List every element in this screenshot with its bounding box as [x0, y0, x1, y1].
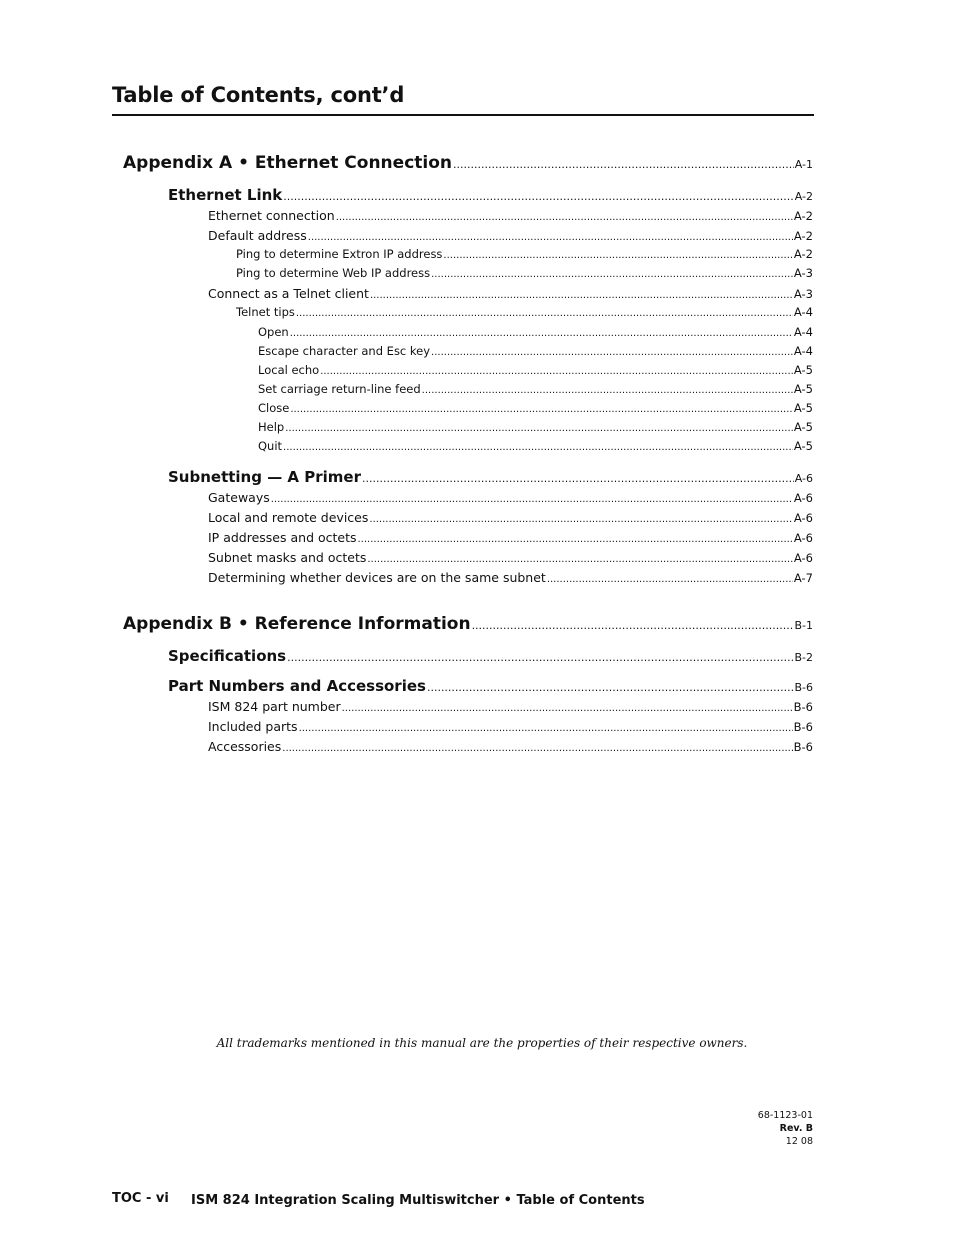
title-rule	[112, 114, 814, 116]
dot-leader	[443, 250, 792, 261]
dot-leader	[320, 366, 793, 377]
toc-entry-title: Ping to determine Web IP address	[236, 266, 431, 280]
toc-entry[interactable]	[208, 739, 813, 754]
toc-entry-page: A-4	[793, 305, 813, 319]
dot-leader	[290, 328, 793, 339]
toc-entry[interactable]	[258, 401, 813, 415]
toc-entry[interactable]	[258, 382, 813, 396]
toc-entry-page: A-6	[794, 472, 813, 485]
toc-entry-title: Ethernet Link	[168, 186, 283, 204]
dot-leader	[336, 212, 793, 223]
toc-entry-title: Close	[258, 401, 290, 415]
toc-entry-title: Specifications	[168, 647, 287, 665]
toc-entry-page: A-5	[793, 420, 813, 434]
toc-entry-page: B-6	[794, 681, 813, 694]
toc-entry[interactable]	[258, 344, 813, 358]
toc-entry-page: A-2	[794, 190, 813, 203]
toc-entry[interactable]	[208, 550, 813, 565]
dot-leader	[287, 651, 793, 664]
toc-entry-page: A-4	[793, 325, 813, 339]
toc-entry-page: A-1	[794, 158, 813, 171]
toc-entry-title: Accessories	[208, 739, 282, 754]
footer-page-number: TOC - vi	[112, 1191, 169, 1206]
toc-entry[interactable]	[258, 325, 813, 339]
dot-leader	[547, 574, 793, 585]
toc-entry-page: B-6	[793, 700, 813, 714]
toc-entry-page: A-3	[793, 266, 813, 280]
toc-entry[interactable]	[168, 677, 813, 695]
toc-entry[interactable]	[208, 510, 813, 525]
toc-entry-title: Escape character and Esc key	[258, 344, 431, 358]
toc-entry[interactable]	[208, 719, 813, 734]
dot-leader	[282, 743, 792, 754]
toc-entry-page: B-6	[793, 720, 813, 734]
dot-leader	[431, 269, 793, 280]
toc-entry-page: A-6	[793, 511, 813, 525]
document-info	[758, 1109, 813, 1148]
dot-leader	[369, 514, 793, 525]
toc-entry[interactable]	[168, 186, 813, 204]
toc-entry-page: A-2	[793, 229, 813, 243]
toc-entry[interactable]	[236, 266, 813, 280]
toc-entry[interactable]	[236, 247, 813, 261]
dot-leader	[283, 442, 793, 453]
footer-document-title: ISM 824 Integration Scaling Multiswitcher • Table of Contents	[191, 1193, 645, 1208]
toc-entry-page: A-5	[793, 363, 813, 377]
toc-entry[interactable]	[258, 363, 813, 377]
dot-leader	[453, 158, 794, 171]
toc-entry[interactable]	[236, 305, 813, 319]
toc-entry-page: A-5	[793, 401, 813, 415]
toc-entry-title: Part Numbers and Accessories	[168, 677, 426, 695]
toc-entry-title: ISM 824 part number	[208, 699, 341, 714]
toc-entry[interactable]	[168, 647, 813, 665]
toc-entry-page: A-7	[793, 571, 813, 585]
toc-entry-title: Local and remote devices	[208, 510, 369, 525]
toc-entry[interactable]	[258, 420, 813, 434]
dot-leader	[422, 385, 793, 396]
toc-entry[interactable]	[208, 228, 813, 243]
toc-entry[interactable]	[168, 468, 813, 486]
toc-entry-title: Default address	[208, 228, 307, 243]
toc-entry[interactable]	[123, 153, 813, 173]
toc-entry-page: A-3	[793, 287, 813, 301]
dot-leader	[358, 534, 793, 545]
toc-entry-title: Gateways	[208, 490, 270, 505]
dot-leader	[472, 619, 794, 632]
toc-entry-title: Quit	[258, 439, 283, 453]
dot-leader	[296, 308, 793, 319]
toc-entry-page: B-2	[794, 651, 813, 664]
toc-entry-title: IP addresses and octets	[208, 530, 357, 545]
toc-entry[interactable]	[208, 208, 813, 223]
toc-entry[interactable]	[208, 699, 813, 714]
trademark-note: All trademarks mentioned in this manual are the properties of their respective owners.	[216, 1036, 748, 1050]
dot-leader	[283, 190, 793, 203]
toc-entry-title: Subnet masks and octets	[208, 550, 367, 565]
toc-entry-title: Determining whether devices are on the same subnet	[208, 570, 546, 585]
revision: Rev. B	[779, 1123, 813, 1134]
toc-entry-page: A-2	[793, 247, 813, 261]
toc-entry-page: A-4	[793, 344, 813, 358]
dot-leader	[362, 472, 794, 485]
dot-leader	[427, 681, 794, 694]
toc-entry-title: Appendix B • Reference Information	[123, 614, 471, 634]
dot-leader	[299, 723, 793, 734]
dot-leader	[431, 347, 793, 358]
toc-entry-page: A-6	[793, 551, 813, 565]
toc-entry-page: B-1	[794, 619, 813, 632]
dot-leader	[271, 494, 793, 505]
toc-entry-title: Set carriage return-line feed	[258, 382, 421, 396]
toc-entry[interactable]	[258, 439, 813, 453]
toc-entry[interactable]	[123, 614, 813, 634]
toc-entry-title: Ethernet connection	[208, 208, 335, 223]
toc-entry-page: A-6	[793, 491, 813, 505]
revision-date: 12 08	[785, 1136, 813, 1147]
page-title: Table of Contents, cont’d	[112, 83, 405, 107]
toc-entry-title: Open	[258, 325, 289, 339]
dot-leader	[308, 232, 793, 243]
toc-entry-title: Telnet tips	[236, 305, 295, 319]
part-number: 68-1123-01	[757, 1110, 813, 1121]
dot-leader	[290, 404, 793, 415]
toc-entry-title: Included parts	[208, 719, 298, 734]
dot-leader	[342, 703, 793, 714]
toc-entry-page: A-2	[793, 209, 813, 223]
toc-entry-title: Subnetting — A Primer	[168, 468, 361, 486]
toc-entry-title: Ping to determine Extron IP address	[236, 247, 443, 261]
toc-entry-title: Connect as a Telnet client	[208, 286, 369, 301]
toc-entry[interactable]	[208, 530, 813, 545]
dot-leader	[285, 423, 793, 434]
toc-entry-page: A-6	[793, 531, 813, 545]
dot-leader	[370, 290, 793, 301]
toc-entry-page: A-5	[793, 439, 813, 453]
toc-entry[interactable]	[208, 490, 813, 505]
toc-entry-title: Help	[258, 420, 285, 434]
toc-entry[interactable]	[208, 286, 813, 301]
toc-entry-title: Local echo	[258, 363, 320, 377]
toc-entry-page: B-6	[793, 740, 813, 754]
toc-entry-page: A-5	[793, 382, 813, 396]
toc-entry[interactable]	[208, 570, 813, 585]
dot-leader	[367, 554, 793, 565]
toc-entry-title: Appendix A • Ethernet Connection	[123, 153, 453, 173]
